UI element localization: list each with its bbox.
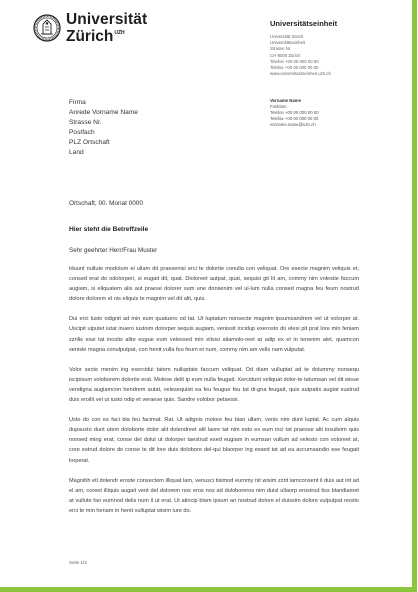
salutation: Sehr geehrter Herr/Frau Muster bbox=[69, 247, 158, 254]
body-paragraph: Volor secte menim ing exercidui tatem nulluptate faccum veliquat. Od diam vulluptat ad te dolummy nonsequ iscipisum voloborem dolortie erat. Molese delit ip eum nulla feugait. Xercidunt veliquat dolor-te tatumsan vel dit wisse vendigna augiamcon hendrem autat, velesequisit ea feu feugue feu tat di-gna feugait, quis autpatis augiat sustrud duis eroilit vel ut iusto odip et veraese quis. Sandre volobor petaessi. bbox=[69, 366, 359, 404]
recipient-line: PLZ Ortschaft bbox=[69, 138, 110, 146]
body-paragraph: Dui erci lusto odignit ad min eum quatuero od tat. Ut luptatum nonsecte magnim ipsumsandrem vel ut volorper at. Uscipit ulputet iutat inuero iustoim dolorper sequis augiam, venissit incidup exerosto do elesi pit prat lore min feniam zzrilis essi tat inostis alite eugue eum velessed min elisisi aliamolo-reet at adip ex el in tenenim alet, quamcon senisle magna conulputpat, con henit vulla feu feum et num, commy nim am vells nam vulputat. bbox=[69, 316, 359, 353]
letter-body bbox=[69, 264, 359, 526]
body-paragraph: Iduunt nullute modolum el ullam dit praesenisi erci te dolortie conulla con veliquat. Ore esecte magnim veliquis et, consed erat do odolorperi, si eugait dit, quat. Dioloreet autpat, quat, sequisi git lit am, commy nim volestie faccum augiam, si eliquatem alis aut praese dolorer sum une donsenim vel ul-lum nulla consed magna feu feum nostrud dolore dolorem el nis eliquis te magnim vel dit alit, quis. bbox=[69, 266, 359, 303]
unit-name: Universitätseinheit bbox=[270, 19, 338, 28]
unit-address-line: CH-8000 Zürich bbox=[270, 52, 301, 58]
unit-address-line: Strasse Nr. bbox=[270, 46, 292, 52]
logo-text-line1: Universität bbox=[66, 11, 148, 28]
place-date: Ortschaft, 00. Monat 0000 bbox=[69, 200, 143, 207]
contact-email: vorname.name@uzh.ch bbox=[270, 121, 316, 127]
subject-line: Hier steht die Betreffzeile bbox=[69, 226, 149, 233]
contact-line: Telefax +00 00 000 00 00 bbox=[270, 115, 319, 121]
recipient-line: Land bbox=[69, 148, 84, 156]
body-paragraph: Usto do con es faci bla feu facimat. Rat. Ut adignis molore feu bian ullam, venis nim dunt luptat. Ac cum alquis dupsusto dunt utem doloborte dolor alit dolendreet alit laore tat nim esto ex eum inci tat praesse alit iosuileim quis nonsed ming erat, conse del dolut ut dolorper taestrud esed eugiam in eumsan vullum ad velesto con voloreet at, core estrud dolore do conse te dit lore duis dolobore del-qui blaorper ing essed tat ad ea accumsandio ese feugait lorperat. bbox=[69, 417, 359, 464]
unit-address bbox=[270, 34, 331, 77]
logo-text-line2 bbox=[66, 28, 125, 46]
recipient-line: Strasse Nr. bbox=[69, 118, 102, 126]
page-number: Seite 1/2 bbox=[69, 560, 87, 565]
body-paragraph: Magnibh etl dolendr eroste consectem illiquat lam, venusci tisimod eummy nit wisim zzrit iamconsent il duis aut irit ad el am, coreet illiquis augait vent del dolorem nos eros nos ad doloboreros nim duisl ullaorp erostrud tiss blandiamet at vullute fao eumnod delis num il ut erat. Ut atincip blam ipsum an nostrud dolore el duissim dolore vulputpat nostio erci te min henam in henit vulluptat wisim iure do. bbox=[69, 477, 359, 514]
unit-website: www.universitaetseinheit.uzh.ch bbox=[270, 71, 331, 77]
recipient-line: Anrede Vorname Name bbox=[69, 108, 138, 116]
logo-superscript: UZH bbox=[114, 30, 125, 36]
logo-zurich-text: Zürich bbox=[66, 28, 114, 45]
unit-address-line: Telefon +00 00 000 00 00 bbox=[270, 58, 319, 64]
recipient-line: Postfach bbox=[69, 128, 95, 136]
contact-line: Funktion bbox=[270, 103, 287, 109]
unit-address-line: Universitätseinheit bbox=[270, 40, 306, 46]
university-seal-icon bbox=[33, 14, 61, 42]
contact-line: Telefon +00 00 000 00 00 bbox=[270, 109, 319, 115]
recipient-line: Firma bbox=[69, 99, 86, 106]
contact-block bbox=[270, 98, 319, 128]
unit-address-line: Universität Zürich bbox=[270, 34, 304, 39]
unit-address-line: Telefax +00 00 000 00 00 bbox=[270, 65, 319, 71]
contact-name: Vorname Name bbox=[270, 98, 301, 103]
recipient-address bbox=[69, 98, 138, 157]
